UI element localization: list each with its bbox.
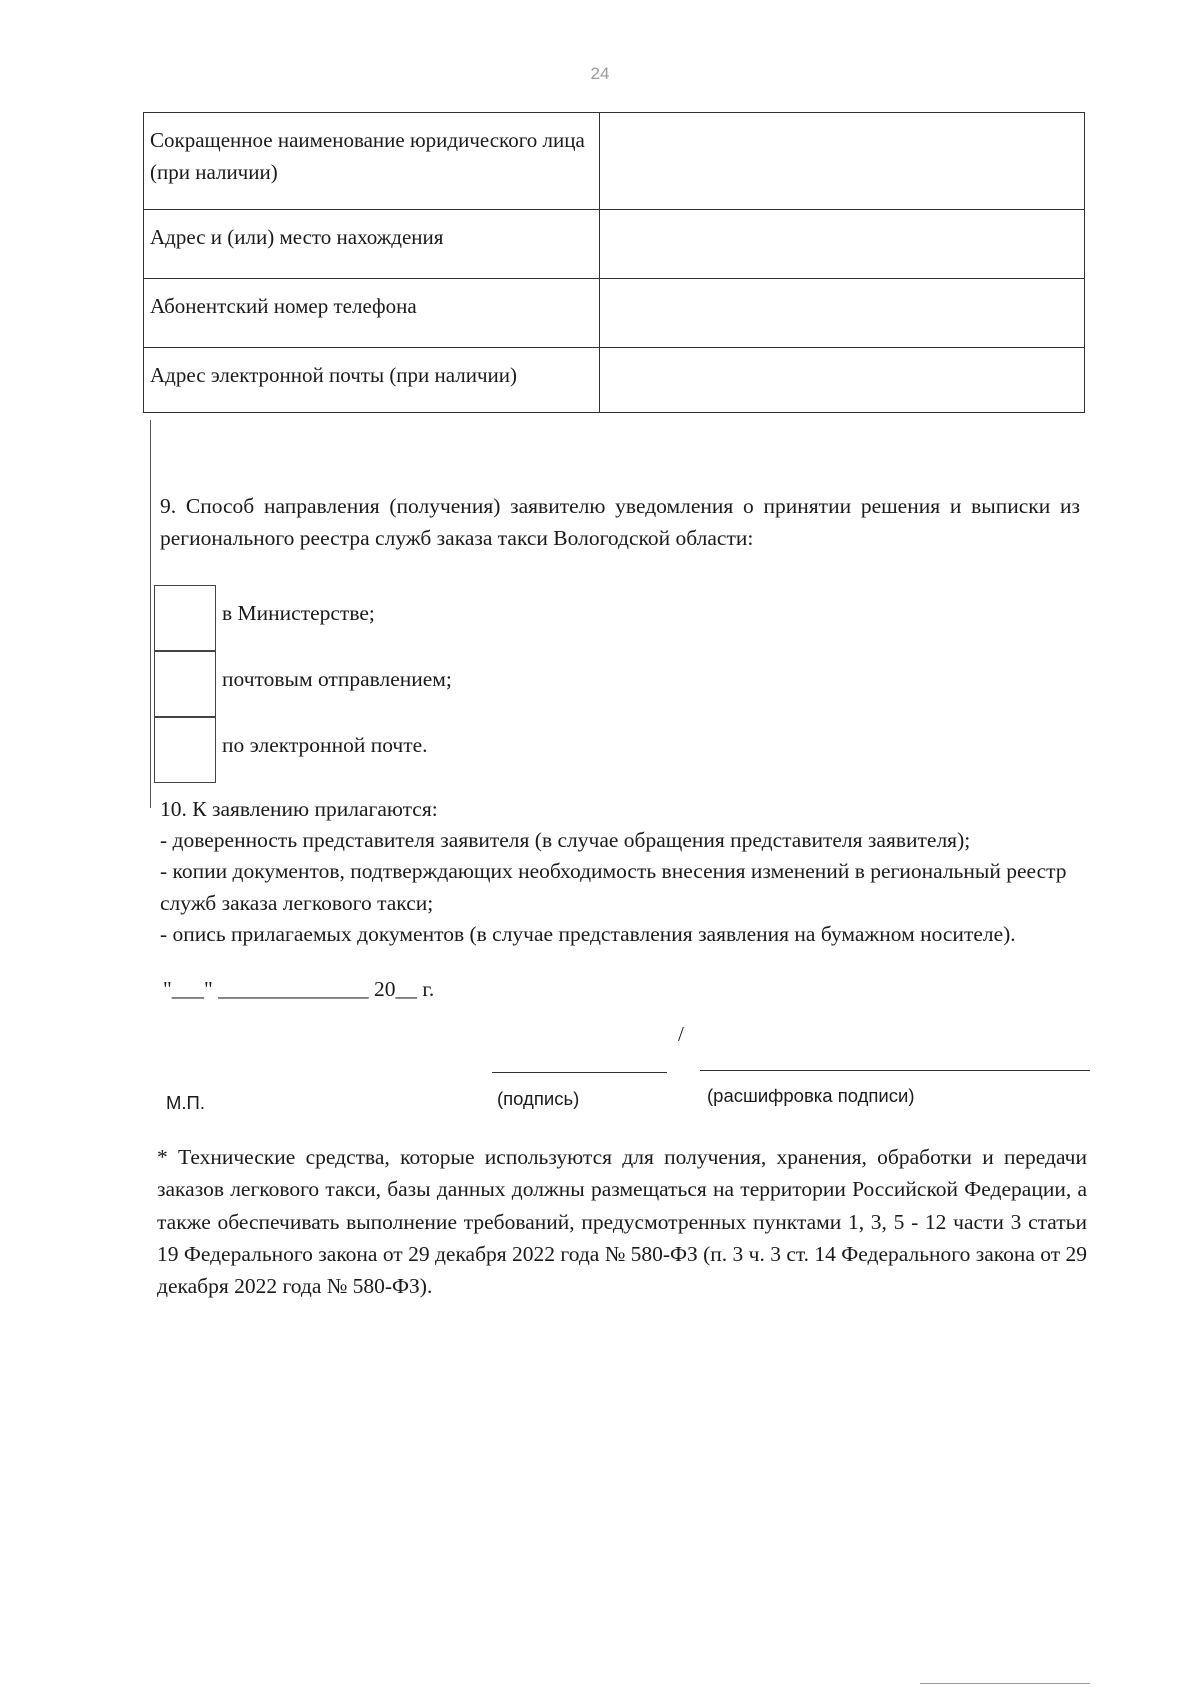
checkbox[interactable] [154, 585, 216, 651]
frame-line [150, 420, 151, 808]
option-label: в Министерстве; [222, 601, 375, 625]
signature-caption: (подпись) [497, 1088, 580, 1109]
page-number: 24 [590, 64, 610, 83]
attachment-item: - доверенность представителя заявителя (в случае обращения представителя заявителя); [160, 828, 971, 853]
section-10-title: 10. К заявлению прилагаются: [160, 797, 438, 821]
checkbox[interactable] [154, 717, 216, 783]
signature-line [492, 1072, 667, 1073]
checkbox[interactable] [154, 651, 216, 717]
table-row [144, 210, 1085, 279]
section-9-text: 9. Способ направления (получения) заявителю уведомления о принятии решения и выписки из регионального реестра служб заказа такси Вологодской области: [160, 494, 1080, 551]
table-row [144, 113, 1085, 210]
attachment-item: - копии документов, подтверждающих необходимость внесения изменений в региональный реестр служб заказа легкового такси; [160, 859, 1067, 915]
option-label: по электронной почте. [222, 733, 428, 757]
table-cell-value[interactable] [600, 279, 1085, 348]
applicant-info-table [143, 112, 1085, 413]
table-cell-label: Адрес и (или) место нахождения [144, 210, 600, 279]
table-cell-label: Сокращенное наименование юридического лица (при наличии) [144, 113, 600, 210]
table-row [144, 348, 1085, 413]
signature-separator: / [678, 1022, 684, 1046]
option-in-ministry [154, 585, 854, 651]
table-cell-label: Адрес электронной почты (при наличии) [144, 348, 600, 413]
option-label: почтовым отправлением; [222, 667, 452, 691]
date-line: "___" ______________ 20__ г. [163, 977, 435, 1001]
table-cell-label: Абонентский номер телефона [144, 279, 600, 348]
option-by-post [154, 651, 854, 717]
table-cell-value[interactable] [600, 348, 1085, 413]
decryption-line [700, 1070, 1090, 1071]
footnote: * Технические средства, которые используются для получения, хранения, обработки и передачи заказов легкового такси, базы данных должны размещаться на территории Российской Федерации, а также обеспечивать выполнение требований, предусмотренных пунктами 1, 3, 5 - 12 части 3 статьи 19 Федерального закона от 29 декабря 2022 года № 580-ФЗ (п. 3 ч. 3 ст. 14 Федерального закона от 29 декабря 2022 года № 580-ФЗ). [157, 1145, 1088, 1298]
section-10-attachments [160, 794, 1080, 950]
table-cell-value[interactable] [600, 210, 1085, 279]
option-by-email [154, 717, 854, 783]
attachment-item: - опись прилагаемых документов (в случае представления заявления на бумажном носителе). [160, 921, 1016, 946]
stamp-label: М.П. [166, 1092, 205, 1113]
decryption-caption: (расшифровка подписи) [707, 1085, 915, 1106]
footer-line [920, 1683, 1090, 1684]
table-row [144, 279, 1085, 348]
table-cell-value[interactable] [600, 113, 1085, 210]
